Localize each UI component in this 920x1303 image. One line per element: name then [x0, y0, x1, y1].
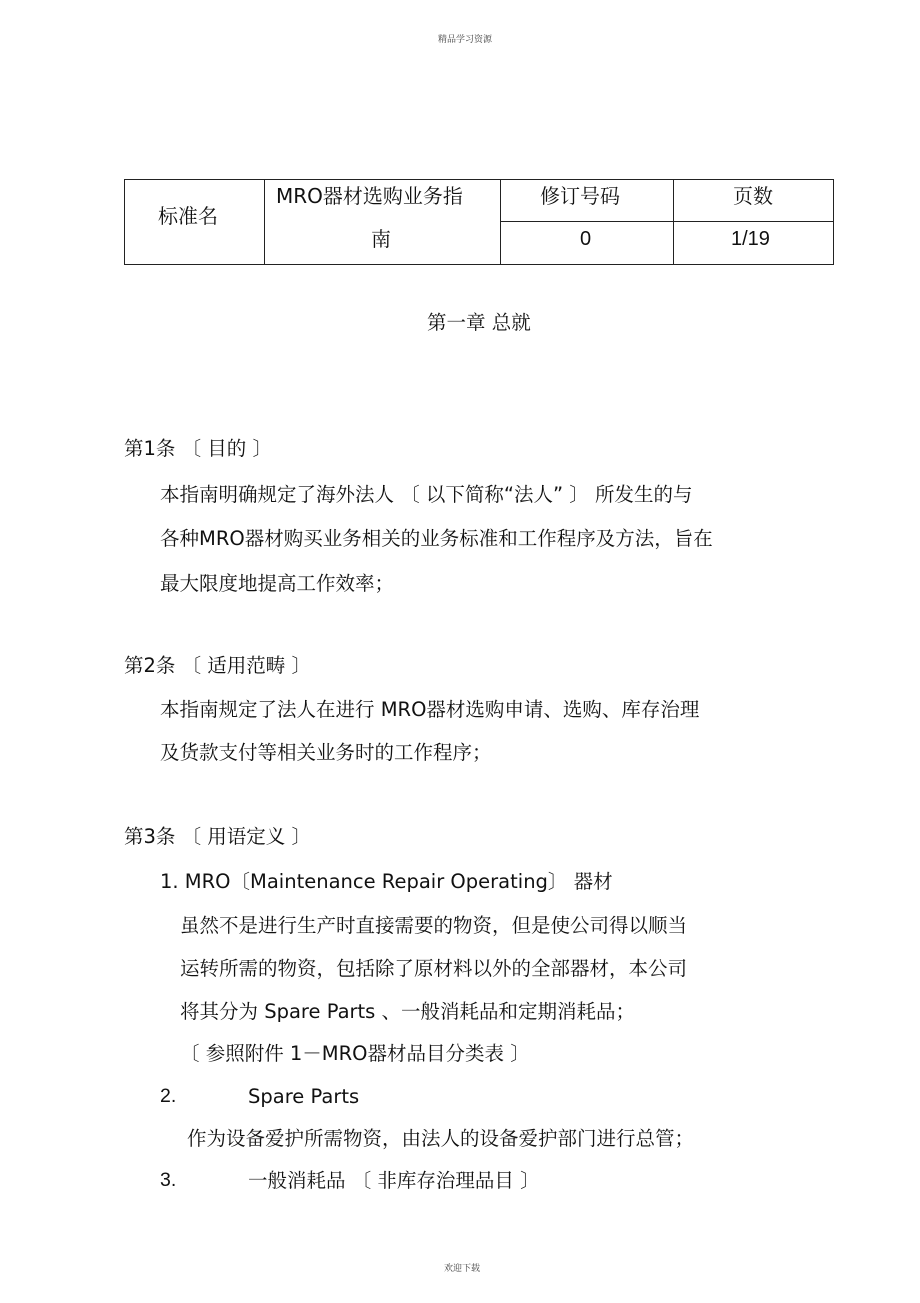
article-heading: 第2条 〔 适用范畴 〕	[124, 654, 312, 677]
article-heading: 第3条 〔 用语定义 〕	[124, 825, 312, 848]
definition-text-line: 将其分为 Spare Parts 、一般消耗品和定期消耗品；	[180, 1000, 636, 1023]
definition-text-line: 〔 参照附件 1－MRO器材品目分类表 〕	[180, 1042, 530, 1065]
standard-name-label: 标准名	[158, 204, 218, 228]
definition-item-title: 1. MRO〔Maintenance Repair Operating〕 器材	[160, 870, 613, 893]
article-heading: 第1条 〔 目的 〕	[124, 437, 273, 460]
definition-item-number: 3.	[160, 1169, 177, 1191]
table-divider	[264, 180, 265, 264]
page-count: 1/19	[731, 228, 770, 250]
document-title-line1: MRO器材选购业务指	[276, 184, 463, 208]
document-title-line2: 南	[371, 227, 391, 251]
article-text-line: 各种MRO器材购买业务相关的业务标准和工作程序及方法，旨在	[160, 527, 713, 550]
definition-item-number: 2.	[160, 1085, 177, 1107]
article-text-line: 本指南规定了法人在进行 MRO器材选购申请、选购、库存治理	[160, 698, 700, 721]
footer-note: 欢迎下载	[444, 1264, 481, 1274]
article-text-line: 最大限度地提高工作效率；	[160, 572, 395, 595]
revision-label: 修订号码	[540, 184, 620, 208]
header-note: 精品学习资源	[438, 35, 493, 45]
definition-item-title: 一般消耗品 〔 非库存治理品目 〕	[248, 1169, 540, 1192]
revision-number: 0	[580, 228, 592, 250]
chapter-title: 第一章 总就	[427, 311, 531, 334]
table-divider	[500, 180, 501, 264]
document-info-table	[124, 179, 834, 265]
definition-text-line: 运转所需的物资，包括除了原材料以外的全部器材，本公司	[180, 957, 688, 980]
definition-text-line: 作为设备爱护所需物资，由法人的设备爱护部门进行总管；	[187, 1127, 695, 1150]
pages-label: 页数	[733, 184, 773, 208]
table-divider	[500, 221, 833, 222]
definition-item-title: Spare Parts	[248, 1085, 360, 1108]
article-text-line: 及货款支付等相关业务时的工作程序；	[160, 741, 492, 764]
definition-text-line: 虽然不是进行生产时直接需要的物资，但是使公司得以顺当	[180, 914, 688, 937]
table-divider	[673, 180, 674, 264]
article-text-line: 本指南明确规定了海外法人 〔 以下简称“法人” 〕 所发生的与	[160, 483, 693, 506]
